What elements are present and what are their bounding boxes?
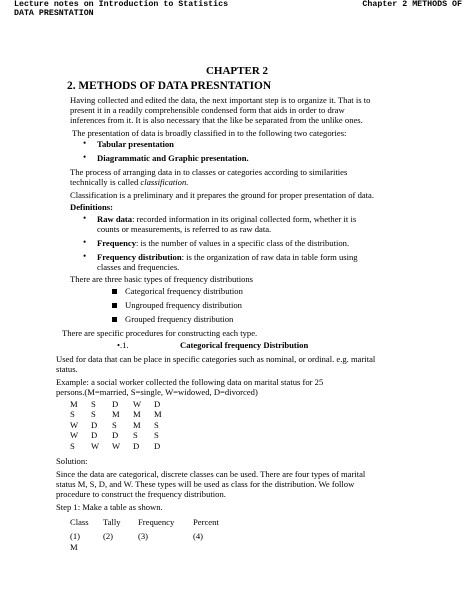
definition-raw-data	[97, 214, 356, 224]
bullet-dot: •	[83, 237, 87, 247]
header-course-title: Lecture notes on Introduction to Statistics	[14, 0, 229, 9]
category-diagrammatic: Diagrammatic and Graphic presentation.	[97, 153, 249, 163]
grid-cell: D	[112, 399, 119, 409]
grid-cell: D	[154, 399, 161, 409]
page-header	[0, 0, 474, 20]
chapter-heading: CHAPTER 2	[205, 65, 269, 77]
section-title: 2. METHODS OF DATA PRESNTATION	[67, 80, 272, 92]
col-header-frequency: Frequency	[138, 517, 175, 527]
definition-text: : is the number of values in a specific class of the distribution.	[136, 238, 350, 248]
example-line-1: Example: a social worker collected the following data on marital status for 25	[56, 377, 324, 387]
grid-row	[70, 420, 175, 430]
col-header-class: Class	[70, 517, 89, 527]
grid-cell: S	[112, 419, 117, 430]
bullet-dot: •	[83, 138, 87, 148]
intro-line-1: Having collected and edited the data, the next important step is to organize it. That is to	[70, 95, 371, 105]
intro-line-3: inferences from it. It is also necessary that the like be separated from the unlike ones.	[70, 115, 363, 125]
step-1: Step 1: Make a table as shown.	[56, 502, 163, 512]
col-number-4: (4)	[193, 531, 204, 541]
definitions-heading: Definitions:	[70, 202, 113, 212]
definition-frequency-distribution-cont: classes and frequencies.	[97, 262, 180, 272]
arranging-line-1: The process of arranging data in to classes or categories according to similarities	[70, 167, 348, 177]
grid-cell: W	[70, 430, 79, 441]
procedures-line: There are specific procedures for constructing each type.	[62, 328, 258, 338]
grid-cell: D	[112, 430, 119, 441]
grid-cell: S	[70, 440, 75, 451]
category-tabular: Tabular presentation	[97, 139, 174, 149]
definition-term: Frequency	[97, 238, 136, 248]
col-number-1: (1)	[70, 531, 81, 541]
classification-line: Classification is a preliminary and it prepares the ground for proper presentation of data.	[70, 190, 375, 200]
bullet-dot: •	[83, 251, 87, 261]
grid-cell: S	[154, 419, 159, 430]
grid-cell: S	[91, 399, 96, 409]
grid-row	[70, 430, 175, 440]
grid-row	[70, 399, 175, 409]
bullet-dot: •	[83, 213, 87, 223]
arranging-line-2	[70, 177, 188, 187]
grid-cell: M	[133, 419, 141, 430]
classification-term: classification.	[140, 177, 189, 187]
grid-cell: S	[154, 430, 159, 441]
header-left	[14, 0, 228, 18]
grid-cell: W	[70, 419, 79, 430]
square-bullet-icon	[112, 289, 117, 294]
header-topic: DATA PRESNTATION	[14, 9, 94, 18]
grid-cell: D	[91, 419, 98, 430]
type-ungrouped: Ungrouped frequency distribution	[125, 300, 242, 310]
subsection-title: Categorical frequency Distribution	[180, 340, 309, 350]
grid-cell: S	[133, 430, 138, 441]
definition-text: : recorded information in its original collected form, whether it is	[132, 214, 357, 224]
used-for-line-1: Used for data that can be place in specific categories such as nominal, or ordinal. e.g. marital	[56, 354, 376, 364]
grid-row	[70, 441, 175, 451]
table-first-class: M	[70, 542, 78, 552]
col-header-tally: Tally	[103, 517, 121, 527]
solution-line-1: Since the data are categorical, discrete classes can be used. There are four types of marital	[56, 469, 366, 479]
arranging-plain: technically is called	[70, 177, 141, 187]
solution-line-3: procedure to construct the frequency distribution.	[56, 489, 226, 499]
grid-cell: W	[91, 440, 100, 451]
grid-cell: M	[112, 409, 120, 420]
grid-cell: D	[91, 430, 98, 441]
header-chapter: Chapter 2 METHODS OF	[362, 0, 462, 9]
grid-cell: D	[133, 440, 140, 451]
grid-cell: S	[91, 409, 96, 420]
definition-raw-data-cont: counts or measurements, is referred to as raw data.	[97, 224, 272, 234]
solution-line-2: status M, S, D, and W. These types will be used as class for the distribution. We follow	[56, 479, 355, 489]
bullet-dot: •	[83, 152, 87, 162]
col-number-3: (3)	[138, 531, 149, 541]
square-bullet-icon	[112, 303, 117, 308]
subsection-number: •.1.	[117, 340, 129, 350]
example-line-2: persons.(M=married, S=single, W=widowed, D=divorced)	[56, 387, 258, 397]
grid-cell: M	[133, 409, 141, 420]
col-header-percent: Percent	[193, 517, 219, 527]
definition-frequency-distribution	[97, 252, 358, 262]
square-bullet-icon	[112, 317, 117, 322]
solution-label: Solution:	[56, 456, 88, 466]
grid-cell: M	[154, 409, 162, 420]
col-number-2: (2)	[103, 531, 114, 541]
grid-cell: W	[112, 440, 121, 451]
grid-cell: M	[70, 399, 78, 409]
used-for-line-2: status.	[56, 364, 78, 374]
definition-text: : is the organization of raw data in table form using	[181, 252, 358, 262]
classified-intro: The presentation of data is broadly classified in to the following two categories:	[72, 128, 347, 138]
type-grouped: Grouped frequency distribution	[125, 314, 234, 324]
grid-cell: W	[133, 399, 142, 409]
definition-frequency	[97, 238, 349, 248]
intro-line-2: present it in a readily comprehensible condensed form that aids in order to draw	[70, 105, 345, 115]
types-intro: There are three basic types of frequency distributions	[70, 274, 254, 284]
grid-cell: S	[70, 409, 75, 420]
grid-cell: D	[154, 440, 161, 451]
grid-row	[70, 409, 175, 419]
marital-status-data-grid	[70, 399, 175, 451]
type-categorical: Categorical frequency distribution	[125, 286, 243, 296]
definition-term: Frequency distribution	[97, 252, 182, 262]
definition-term: Raw data	[97, 214, 133, 224]
